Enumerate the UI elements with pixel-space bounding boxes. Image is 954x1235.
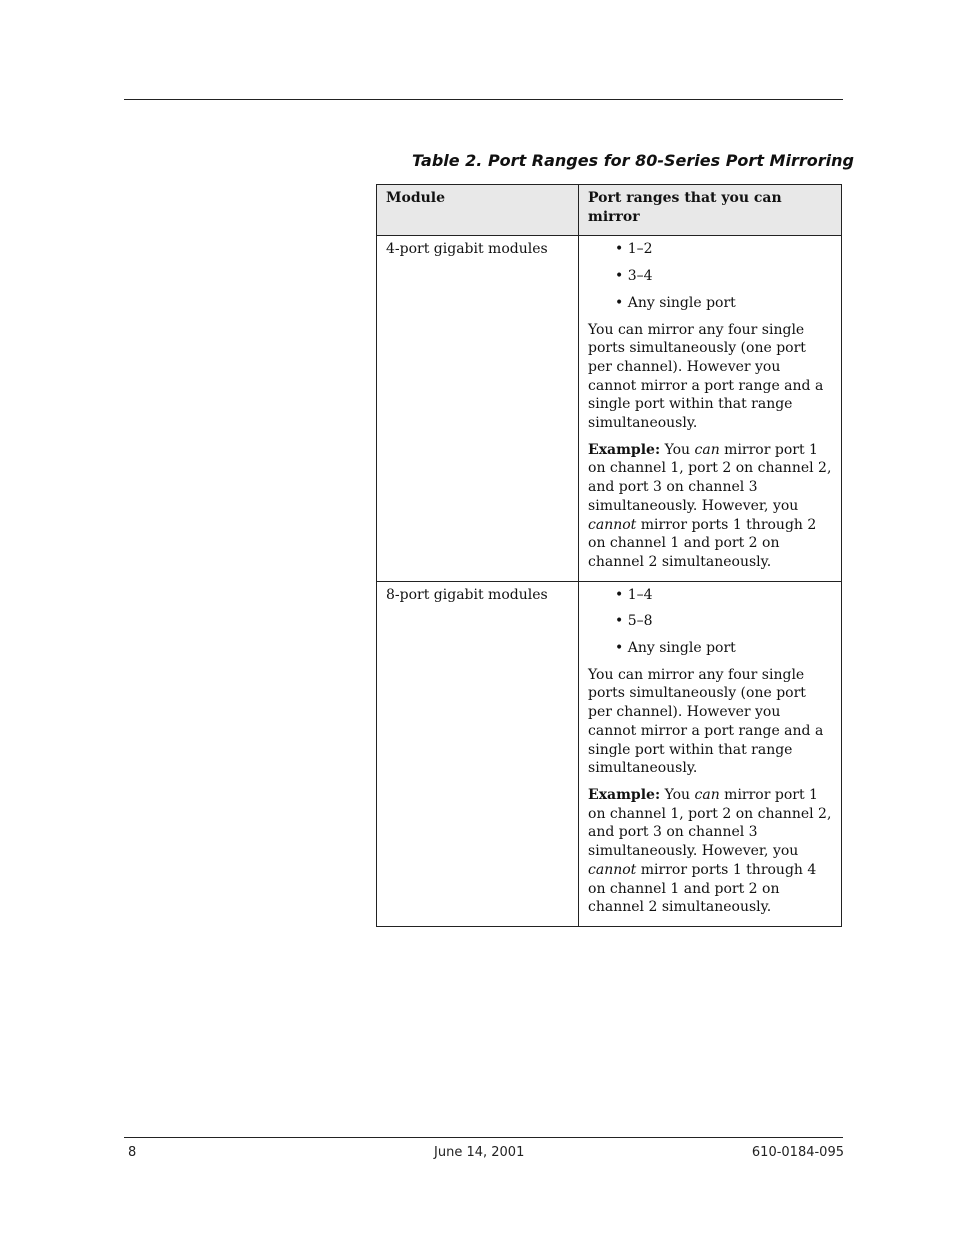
column-header-module: Module [377,185,579,236]
example-emphasis: can [694,786,720,803]
range-item: • 5–8 [615,613,653,630]
example-emphasis: cannot [588,861,637,878]
ranges-cell [579,581,842,926]
example-text: mirror ports 1 through 2 on channel 1 and port 2 on channel 2 simultaneously. [588,516,817,570]
range-description: You can mirror any four single ports simultaneously (one port per channel). However you cannot mirror a port range and a single port within that range simultaneously. [588,666,824,777]
table-caption: Table 2. Port Ranges for 80-Series Port Mirroring [412,151,854,170]
example-text: mirror ports 1 through 4 on channel 1 and port 2 on channel 2 simultaneously. [588,861,817,916]
range-list [615,240,833,312]
range-item: • 1–4 [615,586,653,603]
ranges-cell [579,236,842,581]
example-text: mirror port 1 on channel 1, port 2 on channel 2, and port 3 on channel 3 simultaneously. However, you [588,441,832,514]
example-label: Example: [588,786,661,803]
range-item: • 3–4 [615,268,653,285]
footer-date: June 14, 2001 [434,1145,525,1160]
module-cell: 8-port gigabit modules [377,581,579,926]
port-ranges-table [376,184,842,927]
range-example [588,786,833,917]
example-text: You [660,786,695,803]
footer-rule [124,1137,843,1138]
example-emphasis: can [694,441,720,458]
example-text: mirror port 1 on channel 1, port 2 on channel 2, and port 3 on channel 3 simultaneously. However, you [588,786,832,860]
table-row [377,581,842,926]
range-list [615,586,833,658]
example-label: Example: [588,441,661,458]
range-item: • 1–2 [615,241,653,258]
range-item: • Any single port [615,294,736,311]
column-header-ranges: Port ranges that you can mirror [579,185,842,236]
table-header-row [377,185,842,236]
range-item: • Any single port [615,640,736,657]
table-row [377,236,842,581]
example-emphasis: cannot [588,516,637,533]
document-number: 610-0184-095 [751,1145,844,1160]
range-description: You can mirror any four single ports simultaneously (one port per channel). However you cannot mirror a port range and a single port within that range simultaneously. [588,321,824,432]
page-number: 8 [128,1145,137,1160]
module-cell: 4-port gigabit modules [377,236,579,581]
example-text: You [660,441,695,458]
range-example [588,441,833,572]
header-rule [124,99,843,100]
